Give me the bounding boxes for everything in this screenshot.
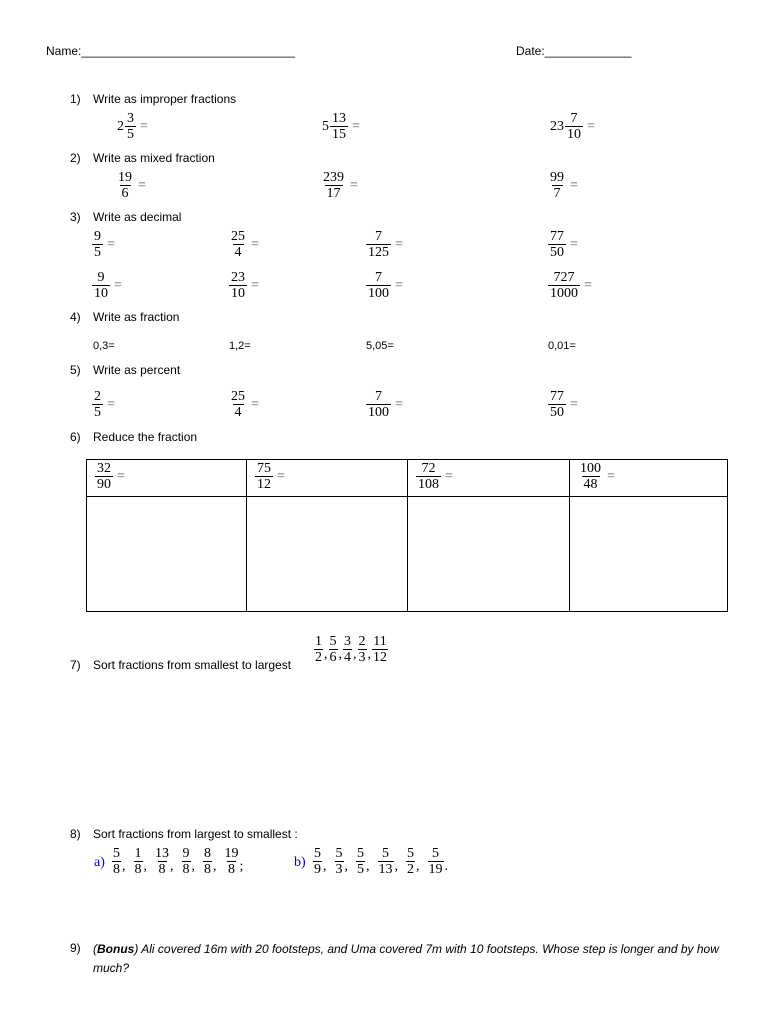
- q9-text: [93, 940, 733, 978]
- equals-sign: =: [570, 177, 578, 193]
- denominator: 50: [550, 245, 564, 260]
- equals-sign: =: [570, 396, 578, 412]
- open-paren: (: [93, 942, 97, 956]
- q3-fraction: [92, 270, 122, 301]
- comma: ,: [338, 647, 342, 662]
- name-label: Name:: [46, 44, 82, 58]
- fraction: [112, 846, 121, 877]
- comma: ,: [122, 859, 126, 874]
- denominator: 5: [357, 862, 364, 877]
- fraction: [343, 634, 352, 665]
- q1-number: 1): [70, 92, 81, 106]
- numerator: 19: [118, 170, 132, 185]
- denominator: 90: [97, 477, 111, 492]
- fraction: [378, 846, 394, 877]
- numerator: 7: [375, 229, 382, 244]
- numerator: 2: [94, 389, 101, 404]
- equals-sign: =: [117, 468, 125, 484]
- q2-fraction: [321, 170, 358, 201]
- equals-sign: =: [570, 236, 578, 252]
- name-field[interactable]: [46, 44, 295, 58]
- fraction: [356, 846, 365, 877]
- q3-fraction: [92, 229, 115, 260]
- fraction: [406, 846, 415, 877]
- denominator: 8: [158, 862, 166, 877]
- q5-fraction: [548, 389, 578, 420]
- equals-sign: =: [350, 177, 358, 193]
- numerator: 19: [224, 846, 239, 861]
- denominator: 50: [550, 405, 564, 420]
- equals-sign: =: [277, 468, 285, 484]
- numerator: 5: [407, 846, 414, 861]
- equals-sign: =: [251, 236, 259, 252]
- numerator: 13: [155, 846, 169, 861]
- comma: ,: [416, 859, 420, 874]
- equals-sign: =: [140, 118, 148, 134]
- denominator: 5: [94, 405, 101, 420]
- semicolon: ;: [239, 859, 244, 874]
- q3-fraction: [366, 229, 403, 260]
- fraction: [134, 846, 143, 877]
- q5-title: Write as percent: [93, 363, 181, 377]
- q6-fraction: [255, 461, 285, 492]
- equals-sign: =: [138, 177, 146, 193]
- comma: ,: [213, 859, 217, 874]
- equals-sign: =: [395, 236, 403, 252]
- denominator: 100: [368, 286, 389, 301]
- q4-decimal: 0,3=: [93, 340, 115, 352]
- denominator: 8: [228, 862, 235, 877]
- q7-number: 7): [70, 658, 81, 672]
- numerator: 7: [570, 111, 578, 126]
- numerator: 5: [357, 846, 364, 861]
- denominator: 10: [94, 286, 108, 301]
- numerator: 2: [358, 634, 366, 649]
- numerator: 3: [127, 111, 134, 126]
- q2-fraction: [116, 170, 146, 201]
- denominator: 9: [314, 862, 321, 877]
- q8-number: 8): [70, 827, 81, 841]
- answer-cell[interactable]: [87, 497, 247, 612]
- numerator: 1: [134, 846, 142, 861]
- reduce-cell: [87, 460, 247, 497]
- numerator: 99: [550, 170, 564, 185]
- q2-fraction: [548, 170, 578, 201]
- equals-sign: =: [107, 236, 115, 252]
- part-b-label: b): [294, 855, 306, 870]
- denominator: 6: [121, 186, 129, 201]
- numerator: 32: [97, 461, 111, 476]
- fraction: [372, 634, 388, 665]
- bonus-label: Bonus: [97, 942, 135, 956]
- q1-mixed-fraction: [550, 111, 595, 142]
- numerator: 5: [314, 846, 321, 861]
- numerator: 1: [315, 634, 322, 649]
- q1-mixed-fraction: [322, 111, 360, 142]
- equals-sign: =: [607, 468, 615, 484]
- q7-title: Sort fractions from smallest to largest: [93, 658, 292, 672]
- denominator: 1000: [550, 286, 578, 301]
- numerator: 3: [344, 634, 351, 649]
- q6-fraction: [95, 461, 125, 492]
- equals-sign: =: [352, 118, 360, 134]
- q4-title: Write as fraction: [93, 310, 180, 324]
- comma: ,: [366, 859, 370, 874]
- comma: ,: [367, 647, 371, 662]
- numerator: 5: [329, 634, 337, 649]
- denominator: 15: [332, 127, 346, 142]
- numerator: 7: [375, 389, 382, 404]
- numerator: 9: [94, 229, 101, 244]
- denominator: 10: [567, 127, 581, 142]
- q1-title: Write as improper fractions: [93, 92, 237, 106]
- comma: ,: [394, 859, 398, 874]
- equals-sign: =: [587, 118, 595, 134]
- reduce-table: [86, 459, 728, 612]
- q4-decimal: 5,05=: [366, 340, 394, 352]
- denominator: 8: [204, 862, 211, 877]
- comma: ,: [323, 859, 327, 874]
- numerator: 9: [97, 270, 105, 285]
- fraction: [155, 846, 169, 877]
- q5-fraction: [229, 389, 259, 420]
- denominator: 125: [368, 245, 389, 260]
- q7-fraction-list: [314, 634, 388, 665]
- fraction: [428, 846, 444, 877]
- denominator: 12: [373, 650, 387, 665]
- q2-title: Write as mixed fraction: [93, 151, 215, 165]
- period: .: [444, 859, 448, 874]
- denominator: 108: [418, 477, 439, 492]
- q3-fraction: [366, 270, 403, 301]
- fraction: [358, 634, 367, 665]
- q3-fraction: [548, 270, 592, 301]
- q5-fraction: [366, 389, 403, 420]
- q3-title: Write as decimal: [93, 210, 182, 224]
- equals-sign: =: [114, 277, 122, 293]
- reduce-cell: [408, 460, 570, 497]
- denominator: 10: [231, 286, 245, 301]
- q3-fraction: [229, 229, 259, 260]
- fraction: [335, 846, 344, 877]
- numerator: 13: [332, 111, 346, 126]
- numerator: 9: [182, 846, 190, 861]
- denominator: 3: [358, 650, 366, 665]
- numerator: 5: [113, 846, 120, 861]
- answer-cell[interactable]: [247, 497, 408, 612]
- denominator: 4: [344, 650, 351, 665]
- numerator: 72: [421, 461, 436, 476]
- numerator: 239: [323, 170, 344, 185]
- equals-sign: =: [251, 396, 259, 412]
- denominator: 48: [583, 477, 598, 492]
- q6-number: 6): [70, 430, 81, 444]
- numerator: 727: [553, 270, 575, 285]
- q6-fraction: [578, 461, 615, 492]
- q8-title: Sort fractions from largest to smallest :: [93, 827, 298, 841]
- q4-number: 4): [70, 310, 81, 324]
- q6-fraction: [416, 461, 453, 492]
- date-field[interactable]: [516, 44, 631, 58]
- numerator: 8: [204, 846, 211, 861]
- numerator: 25: [231, 389, 245, 404]
- fraction: [203, 846, 212, 877]
- q8-b-fraction-list: [313, 846, 449, 877]
- comma: ,: [324, 647, 328, 662]
- reduce-cell: [247, 460, 408, 497]
- denominator: 6: [329, 650, 337, 665]
- q5-fraction: [92, 389, 115, 420]
- denominator: 13: [378, 862, 393, 877]
- denominator: 2: [315, 650, 322, 665]
- date-label: Date:: [516, 44, 545, 58]
- date-line: _____________: [544, 44, 632, 58]
- q3-fraction: [548, 229, 578, 260]
- denominator: 8: [182, 862, 190, 877]
- fraction: [314, 634, 323, 665]
- q3-fraction: [229, 270, 259, 301]
- numerator: 77: [550, 389, 564, 404]
- denominator: 8: [113, 862, 120, 877]
- fraction: [225, 846, 239, 877]
- equals-sign: =: [107, 396, 115, 412]
- denominator: 100: [368, 405, 389, 420]
- reduce-cell: [570, 460, 728, 497]
- q4-decimal: 1,2=: [229, 340, 251, 352]
- q3-number: 3): [70, 210, 81, 224]
- denominator: 4: [234, 405, 242, 420]
- denominator: 8: [134, 862, 142, 877]
- part-a-label: a): [94, 855, 105, 870]
- answer-cell[interactable]: [408, 497, 570, 612]
- comma: ,: [191, 859, 195, 874]
- comma: ,: [170, 859, 174, 874]
- equals-sign: =: [251, 277, 259, 293]
- numerator: 7: [375, 270, 382, 285]
- fraction: [313, 846, 322, 877]
- q1-mixed-fraction: [117, 111, 148, 142]
- numerator: 5: [382, 846, 389, 861]
- q9-question: ) Ali covered 16m with 20 footsteps, and Uma covered 7m with 10 footsteps. Whose step is longer and by how much?: [93, 942, 719, 975]
- comma: ,: [143, 859, 147, 874]
- name-line: ________________________________: [81, 44, 295, 58]
- q9-number: 9): [70, 941, 81, 955]
- q5-number: 5): [70, 363, 81, 377]
- comma: ,: [353, 647, 357, 662]
- q2-number: 2): [70, 151, 81, 165]
- numerator: 5: [432, 846, 439, 861]
- fraction: [329, 634, 338, 665]
- denominator: 3: [335, 862, 343, 877]
- denominator: 5: [127, 127, 134, 142]
- whole: 2: [117, 118, 124, 134]
- equals-sign: =: [395, 277, 403, 293]
- numerator: 77: [550, 229, 564, 244]
- numerator: 100: [580, 461, 601, 476]
- denominator: 7: [553, 186, 561, 201]
- q4-decimal: 0,01=: [548, 340, 576, 352]
- denominator: 2: [407, 862, 414, 877]
- denominator: 17: [326, 186, 341, 201]
- q8-a-fraction-list: [112, 846, 244, 877]
- numerator: 75: [257, 461, 271, 476]
- denominator: 19: [428, 862, 443, 877]
- numerator: 11: [373, 634, 387, 649]
- comma: ,: [344, 859, 348, 874]
- fraction: [182, 846, 191, 877]
- numerator: 25: [231, 229, 245, 244]
- denominator: 12: [257, 477, 271, 492]
- whole: 5: [322, 118, 329, 134]
- numerator: 5: [335, 846, 343, 861]
- equals-sign: =: [395, 396, 403, 412]
- equals-sign: =: [584, 277, 592, 293]
- denominator: 4: [234, 245, 242, 260]
- q6-title: Reduce the fraction: [93, 430, 198, 444]
- equals-sign: =: [445, 468, 453, 484]
- answer-cell[interactable]: [570, 497, 728, 612]
- denominator: 5: [94, 245, 101, 260]
- whole: 23: [550, 118, 564, 134]
- numerator: 23: [231, 270, 245, 285]
